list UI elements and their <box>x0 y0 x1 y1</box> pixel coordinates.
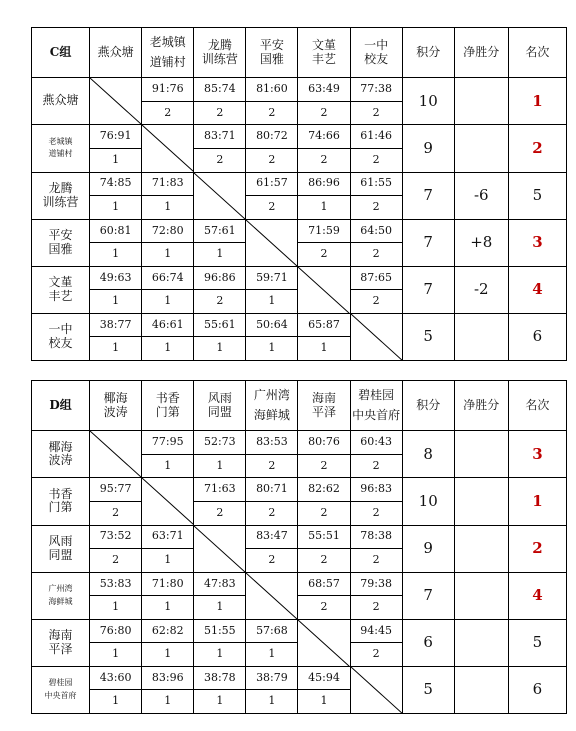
match-score: 50:64 <box>246 313 298 337</box>
total-points: 7 <box>402 572 454 619</box>
match-points: 2 <box>350 101 402 125</box>
match-score: 81:60 <box>246 78 298 102</box>
match-points: 2 <box>246 196 298 220</box>
match-points: 1 <box>142 690 194 714</box>
header-row <box>32 28 567 78</box>
match-points: 2 <box>298 243 350 267</box>
match-score: 61:46 <box>350 125 402 149</box>
column-header: 净胜分 <box>454 28 508 78</box>
total-points: 5 <box>402 313 454 360</box>
match-score: 57:61 <box>194 219 246 243</box>
match-score: 38:79 <box>246 666 298 690</box>
column-header: 名次 <box>508 381 566 431</box>
match-score: 71:80 <box>142 572 194 596</box>
net-points: -2 <box>454 266 508 313</box>
match-points: 1 <box>142 596 194 620</box>
match-points: 2 <box>350 196 402 220</box>
match-score: 38:77 <box>90 313 142 337</box>
match-points: 1 <box>90 290 142 314</box>
total-points: 7 <box>402 172 454 219</box>
match-score: 71:63 <box>194 478 246 502</box>
match-points: 1 <box>298 690 350 714</box>
team-row <box>32 125 567 149</box>
rank: 3 <box>508 219 566 266</box>
net-points <box>454 666 508 713</box>
match-score: 59:71 <box>246 266 298 290</box>
match-score: 80:71 <box>246 478 298 502</box>
match-points: 1 <box>194 243 246 267</box>
match-points: 2 <box>246 501 298 525</box>
match-points: 1 <box>90 243 142 267</box>
match-score: 38:78 <box>194 666 246 690</box>
match-score: 47:83 <box>194 572 246 596</box>
match-points: 2 <box>194 148 246 172</box>
rank: 5 <box>508 172 566 219</box>
match-points: 2 <box>298 501 350 525</box>
row-team-name: 龙腾 训练营 <box>32 172 90 219</box>
team-row <box>32 478 567 502</box>
diagonal-cell <box>298 266 350 313</box>
net-points: +8 <box>454 219 508 266</box>
rank: 6 <box>508 313 566 360</box>
column-team-name: 碧桂园 中央首府 <box>350 381 402 431</box>
total-points: 8 <box>402 431 454 478</box>
match-score: 65:87 <box>298 313 350 337</box>
match-score: 77:95 <box>142 431 194 455</box>
row-team-name: 燕众塘 <box>32 78 90 125</box>
match-points: 2 <box>350 596 402 620</box>
diagonal-cell <box>246 219 298 266</box>
column-team-name: 燕众塘 <box>90 28 142 78</box>
match-score: 82:62 <box>298 478 350 502</box>
match-score: 96:86 <box>194 266 246 290</box>
match-points: 1 <box>142 549 194 573</box>
match-score: 94:45 <box>350 619 402 643</box>
match-score: 80:72 <box>246 125 298 149</box>
total-points: 9 <box>402 525 454 572</box>
row-team-name: 老城镇 道铺村 <box>32 125 90 172</box>
column-team-name: 海南 平泽 <box>298 381 350 431</box>
match-points: 2 <box>194 501 246 525</box>
match-score: 85:74 <box>194 78 246 102</box>
match-points: 1 <box>194 337 246 361</box>
diagonal-cell <box>142 125 194 172</box>
rank: 5 <box>508 619 566 666</box>
net-points <box>454 619 508 666</box>
match-score: 68:57 <box>298 572 350 596</box>
match-score: 74:66 <box>298 125 350 149</box>
match-score: 63:49 <box>298 78 350 102</box>
match-score: 61:57 <box>246 172 298 196</box>
rank: 1 <box>508 478 566 525</box>
match-points: 1 <box>142 454 194 478</box>
match-points: 2 <box>350 549 402 573</box>
header-row <box>32 381 567 431</box>
total-points: 7 <box>402 219 454 266</box>
match-points: 1 <box>90 643 142 667</box>
match-points: 2 <box>246 454 298 478</box>
match-score: 95:77 <box>90 478 142 502</box>
match-score: 49:63 <box>90 266 142 290</box>
match-points: 2 <box>350 643 402 667</box>
match-points: 2 <box>298 454 350 478</box>
match-score: 71:59 <box>298 219 350 243</box>
team-row <box>32 572 567 596</box>
match-score: 55:61 <box>194 313 246 337</box>
match-score: 80:76 <box>298 431 350 455</box>
match-score: 51:55 <box>194 619 246 643</box>
match-points: 2 <box>298 101 350 125</box>
match-points: 2 <box>350 501 402 525</box>
total-points: 10 <box>402 478 454 525</box>
net-points: -6 <box>454 172 508 219</box>
row-team-name: 海南 平泽 <box>32 619 90 666</box>
diagonal-cell <box>350 313 402 360</box>
row-team-name: 风雨 同盟 <box>32 525 90 572</box>
match-score: 46:61 <box>142 313 194 337</box>
column-team-name: 平安 国雅 <box>246 28 298 78</box>
match-score: 86:96 <box>298 172 350 196</box>
net-points <box>454 125 508 172</box>
net-points <box>454 78 508 125</box>
match-points: 1 <box>142 337 194 361</box>
match-points: 1 <box>246 290 298 314</box>
group-title: D组 <box>32 381 90 431</box>
match-points: 1 <box>142 643 194 667</box>
row-team-name: 平安 国雅 <box>32 219 90 266</box>
column-team-name: 椰海 波涛 <box>90 381 142 431</box>
standings-table <box>31 380 567 714</box>
rank: 3 <box>508 431 566 478</box>
match-points: 1 <box>246 337 298 361</box>
match-score: 96:83 <box>350 478 402 502</box>
team-row <box>32 266 567 290</box>
match-points: 1 <box>194 643 246 667</box>
diagonal-cell <box>246 572 298 619</box>
match-score: 76:91 <box>90 125 142 149</box>
match-score: 64:50 <box>350 219 402 243</box>
match-points: 1 <box>194 596 246 620</box>
column-team-name: 风雨 同盟 <box>194 381 246 431</box>
column-team-name: 广州湾 海鲜城 <box>246 381 298 431</box>
match-points: 2 <box>90 501 142 525</box>
diagonal-cell <box>194 172 246 219</box>
match-score: 60:43 <box>350 431 402 455</box>
rank: 1 <box>508 78 566 125</box>
net-points <box>454 478 508 525</box>
match-points: 2 <box>350 454 402 478</box>
row-team-name: 椰海 波涛 <box>32 431 90 478</box>
group-title: C组 <box>32 28 90 78</box>
team-row <box>32 619 567 643</box>
match-score: 61:55 <box>350 172 402 196</box>
total-points: 9 <box>402 125 454 172</box>
match-score: 45:94 <box>298 666 350 690</box>
row-team-name: 广州湾 海鲜城 <box>32 572 90 619</box>
net-points <box>454 431 508 478</box>
match-score: 71:83 <box>142 172 194 196</box>
match-score: 57:68 <box>246 619 298 643</box>
match-points: 2 <box>246 549 298 573</box>
match-score: 60:81 <box>90 219 142 243</box>
group-d-table <box>31 380 567 714</box>
row-team-name: 一中 校友 <box>32 313 90 360</box>
match-score: 73:52 <box>90 525 142 549</box>
column-team-name: 一中 校友 <box>350 28 402 78</box>
match-score: 62:82 <box>142 619 194 643</box>
match-points: 2 <box>246 101 298 125</box>
match-points: 2 <box>194 290 246 314</box>
total-points: 6 <box>402 619 454 666</box>
match-points: 2 <box>194 101 246 125</box>
match-score: 77:38 <box>350 78 402 102</box>
match-score: 74:85 <box>90 172 142 196</box>
match-score: 53:83 <box>90 572 142 596</box>
match-score: 76:80 <box>90 619 142 643</box>
team-row <box>32 172 567 196</box>
column-team-name: 老城镇 道铺村 <box>142 28 194 78</box>
match-points: 2 <box>298 596 350 620</box>
team-row <box>32 313 567 337</box>
match-points: 2 <box>90 549 142 573</box>
team-row <box>32 431 567 455</box>
rank: 4 <box>508 266 566 313</box>
match-score: 83:96 <box>142 666 194 690</box>
total-points: 7 <box>402 266 454 313</box>
total-points: 10 <box>402 78 454 125</box>
match-score: 87:65 <box>350 266 402 290</box>
match-points: 1 <box>142 290 194 314</box>
match-points: 2 <box>350 148 402 172</box>
column-header: 名次 <box>508 28 566 78</box>
column-team-name: 文堇 丰艺 <box>298 28 350 78</box>
match-score: 72:80 <box>142 219 194 243</box>
match-points: 2 <box>298 549 350 573</box>
team-row <box>32 525 567 549</box>
column-header: 积分 <box>402 381 454 431</box>
match-points: 1 <box>298 196 350 220</box>
row-team-name: 书香 门第 <box>32 478 90 525</box>
column-team-name: 书香 门第 <box>142 381 194 431</box>
standings-table <box>31 27 567 361</box>
match-score: 43:60 <box>90 666 142 690</box>
team-row <box>32 666 567 690</box>
match-points: 1 <box>90 337 142 361</box>
diagonal-cell <box>350 666 402 713</box>
match-score: 55:51 <box>298 525 350 549</box>
match-points: 1 <box>90 596 142 620</box>
rank: 2 <box>508 525 566 572</box>
match-points: 1 <box>142 196 194 220</box>
match-points: 1 <box>142 243 194 267</box>
match-score: 79:38 <box>350 572 402 596</box>
rank: 6 <box>508 666 566 713</box>
match-points: 1 <box>194 690 246 714</box>
match-points: 1 <box>298 337 350 361</box>
match-points: 1 <box>194 454 246 478</box>
match-score: 66:74 <box>142 266 194 290</box>
total-points: 5 <box>402 666 454 713</box>
rank: 2 <box>508 125 566 172</box>
match-points: 2 <box>298 148 350 172</box>
net-points <box>454 572 508 619</box>
team-row <box>32 78 567 102</box>
net-points <box>454 525 508 572</box>
match-points: 1 <box>90 690 142 714</box>
match-score: 83:53 <box>246 431 298 455</box>
match-score: 63:71 <box>142 525 194 549</box>
match-points: 1 <box>90 196 142 220</box>
match-score: 91:76 <box>142 78 194 102</box>
match-points: 1 <box>246 643 298 667</box>
diagonal-cell <box>90 431 142 478</box>
match-score: 78:38 <box>350 525 402 549</box>
diagonal-cell <box>194 525 246 572</box>
match-score: 52:73 <box>194 431 246 455</box>
match-points: 2 <box>142 101 194 125</box>
row-team-name: 碧桂园 中央首府 <box>32 666 90 713</box>
row-team-name: 文堇 丰艺 <box>32 266 90 313</box>
diagonal-cell <box>90 78 142 125</box>
column-header: 净胜分 <box>454 381 508 431</box>
match-points: 2 <box>350 243 402 267</box>
column-team-name: 龙腾 训练营 <box>194 28 246 78</box>
rank: 4 <box>508 572 566 619</box>
match-points: 1 <box>90 148 142 172</box>
match-points: 2 <box>350 290 402 314</box>
match-score: 83:47 <box>246 525 298 549</box>
net-points <box>454 313 508 360</box>
diagonal-cell <box>142 478 194 525</box>
column-header: 积分 <box>402 28 454 78</box>
diagonal-cell <box>298 619 350 666</box>
team-row <box>32 219 567 243</box>
match-score: 83:71 <box>194 125 246 149</box>
match-points: 2 <box>246 148 298 172</box>
match-points: 1 <box>246 690 298 714</box>
group-c-table <box>31 27 567 361</box>
